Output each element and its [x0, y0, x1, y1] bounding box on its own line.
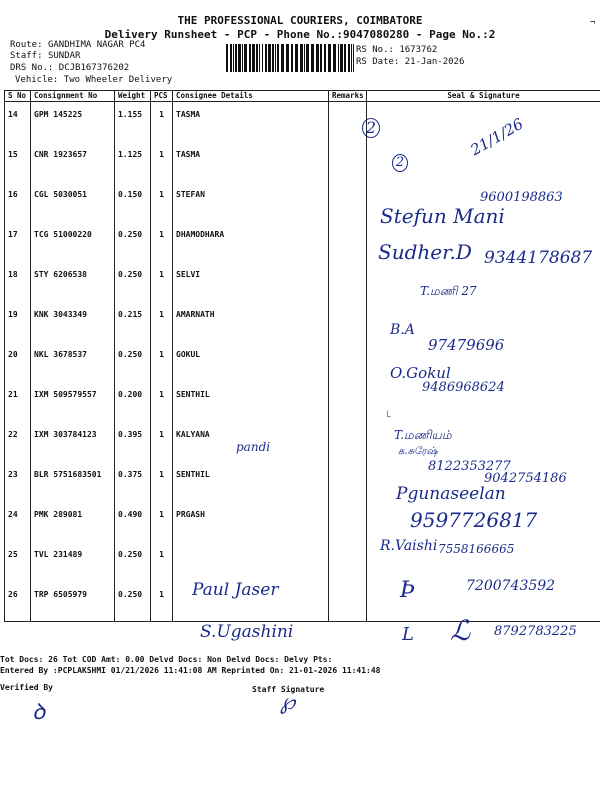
barcode-bar [233, 44, 234, 72]
barcode-bar [249, 44, 251, 72]
hw-phone-24: 9597726817 [410, 508, 538, 532]
row-consignee: AMARNATH [173, 302, 329, 342]
barcode-bar [265, 44, 267, 72]
barcode-bar [262, 44, 263, 72]
row-weight: 0.250 [115, 222, 151, 262]
row-consignment: STY 6206538 [31, 262, 115, 302]
row-consignee: TASMA [173, 102, 329, 142]
hw-phone-24b: 7558166665 [438, 542, 515, 556]
row-sno: 24 [5, 502, 31, 542]
totals-line: Tot Docs: 26 Tot COD Amt: 0.00 Delvd Docs: Non Delvd Docs: Delvy Pts: [0, 655, 333, 664]
table-row [5, 382, 600, 422]
barcode-bar [353, 44, 354, 72]
col-consignee: Consignee Details [173, 91, 329, 102]
hw-phone-22: 8122353277 [428, 459, 511, 474]
row-consignee: TASMA [173, 142, 329, 182]
row-remarks [329, 542, 367, 582]
barcode-bar [281, 44, 284, 72]
hw-sig-18: T.மணி 27 [420, 284, 477, 298]
row-pcs: 1 [151, 302, 173, 342]
row-consignment: TRP 6505979 [31, 582, 115, 622]
staff-line [10, 51, 80, 61]
row-sno: 22 [5, 422, 31, 462]
table-row [5, 422, 600, 462]
barcode-bar [259, 44, 260, 72]
hw-sig-23: Pgunaseelan [396, 484, 506, 504]
col-weight: Weight [115, 91, 151, 102]
table-row [5, 142, 600, 182]
row-consignee: KALYANA [173, 422, 329, 462]
row-consignment: CNR 1923657 [31, 142, 115, 182]
row-pcs: 1 [151, 422, 173, 462]
hw-phone-23: 9042754186 [484, 471, 567, 486]
row-consignment: NKL 3678537 [31, 342, 115, 382]
row-sno: 16 [5, 182, 31, 222]
row-sno: 25 [5, 542, 31, 582]
row-weight: 0.250 [115, 582, 151, 622]
col-signature: Seal & Signature [367, 91, 600, 102]
company-title: THE PROFESSIONAL COURIERS, COIMBATORE [177, 14, 423, 27]
barcode-bar [311, 44, 314, 72]
row-sno: 21 [5, 382, 31, 422]
rs-date: RS Date: 21-Jan-2026 [356, 57, 465, 67]
row-pcs: 1 [151, 582, 173, 622]
row-remarks [329, 502, 367, 542]
hw-sig-16: Stefun Mani [380, 204, 505, 228]
table-row [5, 302, 600, 342]
barcode-icon [226, 44, 354, 72]
row-consignment: CGL 5030051 [31, 182, 115, 222]
row-consignee: SENTHIL [173, 382, 329, 422]
row-sno: 15 [5, 142, 31, 182]
hw-initial-26-icon: ℒ [450, 614, 471, 647]
barcode-bar [338, 44, 339, 72]
row-weight: 0.375 [115, 462, 151, 502]
row-remarks [329, 422, 367, 462]
row-sno: 26 [5, 582, 31, 622]
vehicle-label: Vehicle: [15, 75, 59, 85]
row-weight: 0.395 [115, 422, 151, 462]
row-weight: 0.490 [115, 502, 151, 542]
hw-phone-25: 7200743592 [466, 578, 556, 594]
row-consignee: SELVI [173, 262, 329, 302]
hw-mark-1: 2 [362, 118, 380, 138]
barcode-bar [344, 44, 346, 72]
barcode-bar [256, 44, 258, 72]
hw-date: 21/1/26 [467, 114, 527, 160]
hw-sig-22b: க.சுரேஷ் [398, 446, 438, 457]
hw-phone-20: 9486968624 [422, 380, 505, 395]
hw-mark-2: 2 [392, 154, 408, 172]
pencil-mark: L [386, 410, 392, 420]
barcode-bar [226, 44, 228, 72]
hw-phone-16: 9600198863 [480, 190, 563, 205]
table-header-row [5, 91, 600, 102]
corner-mark-icon: ¬ [590, 18, 596, 28]
row-pcs: 1 [151, 382, 173, 422]
hw-remark-22: pandi [236, 440, 271, 454]
row-pcs: 1 [151, 342, 173, 382]
row-weight: 0.215 [115, 302, 151, 342]
barcode-bar [306, 44, 309, 72]
barcode-bar [268, 44, 271, 72]
vehicle-line [15, 75, 172, 85]
barcode-bar [230, 44, 232, 72]
col-remarks: Remarks [329, 91, 367, 102]
row-consignment: BLR 5751683501 [31, 462, 115, 502]
barcode-bar [272, 44, 274, 72]
row-remarks [329, 142, 367, 182]
staff-signature-label: Staff Signature [252, 685, 325, 694]
row-consignment: IXM 303784123 [31, 422, 115, 462]
row-consignment: TVL 231489 [31, 542, 115, 582]
hw-sig-17: Sudher.D [378, 240, 472, 264]
barcode-bar [328, 44, 331, 72]
row-pcs: 1 [151, 462, 173, 502]
row-weight: 0.250 [115, 262, 151, 302]
barcode-bar [324, 44, 326, 72]
hw-initial-25-icon: Þ [400, 578, 415, 603]
barcode-bar [291, 44, 293, 72]
table-row [5, 342, 600, 382]
row-remarks [329, 302, 367, 342]
vehicle-value: Two Wheeler Delivery [63, 75, 173, 85]
row-consignee: STEFAN [173, 182, 329, 222]
barcode-bar [244, 44, 247, 72]
row-pcs: 1 [151, 222, 173, 262]
row-sno: 18 [5, 262, 31, 302]
barcode-bar [340, 44, 343, 72]
row-sno: 17 [5, 222, 31, 262]
row-weight: 0.250 [115, 542, 151, 582]
drs-value: DCJB167376202 [58, 63, 130, 73]
row-pcs: 1 [151, 182, 173, 222]
row-pcs: 1 [151, 102, 173, 142]
verified-signature-icon: ꝺ [32, 700, 46, 725]
row-remarks [329, 342, 367, 382]
row-pcs: 1 [151, 262, 173, 302]
row-pcs: 1 [151, 502, 173, 542]
row-remarks [329, 462, 367, 502]
col-sno: S No [5, 91, 31, 102]
barcode-bar [300, 44, 303, 72]
hw-name-25: Paul Jaser [192, 580, 279, 600]
row-sno: 20 [5, 342, 31, 382]
row-pcs: 1 [151, 542, 173, 582]
col-consignment: Consignment No [31, 91, 115, 102]
barcode-bar [275, 44, 276, 72]
rs-number: RS No.: 1673762 [356, 45, 438, 55]
barcode-bar [242, 44, 243, 72]
barcode-bar [235, 44, 237, 72]
row-sno: 14 [5, 102, 31, 142]
row-weight: 1.125 [115, 142, 151, 182]
barcode-bar [333, 44, 336, 72]
route-line [10, 40, 145, 50]
row-sno: 19 [5, 302, 31, 342]
route-value: GANDHIMA NAGAR PC4 [47, 40, 146, 50]
barcode-bar [277, 44, 279, 72]
barcode-bar [351, 44, 352, 72]
barcode-bar [238, 44, 241, 72]
runsheet-title: Delivery Runsheet - PCP - Phone No.:9047080280 - Page No.:2 [104, 28, 496, 41]
row-remarks [329, 262, 367, 302]
row-weight: 1.155 [115, 102, 151, 142]
col-pcs: PCS [151, 91, 173, 102]
row-pcs: 1 [151, 142, 173, 182]
row-consignee [173, 542, 329, 582]
row-consignment: PMK 289081 [31, 502, 115, 542]
verified-label: Verified By [0, 683, 53, 692]
route-label: Route: [10, 40, 43, 50]
barcode-bar [316, 44, 319, 72]
hw-sig-24: R.Vaishi [380, 538, 438, 554]
row-weight: 0.200 [115, 382, 151, 422]
hw-name-26: S.Ugashini [200, 622, 294, 642]
row-consignment: IXM 509579557 [31, 382, 115, 422]
drs-line [10, 63, 129, 73]
row-consignee: GOKUL [173, 342, 329, 382]
hw-phone-26: 8792783225 [494, 624, 577, 639]
hw-tick-icon: L [402, 624, 414, 645]
row-consignee: PRGASH [173, 502, 329, 542]
row-weight: 0.150 [115, 182, 151, 222]
hw-sig-20: O.Gokul [390, 364, 451, 382]
hw-phone-17: 9344178687 [484, 248, 593, 268]
row-remarks [329, 582, 367, 622]
barcode-bar [320, 44, 322, 72]
barcode-bar [295, 44, 298, 72]
barcode-bar [252, 44, 255, 72]
row-remarks [329, 182, 367, 222]
row-remarks [329, 382, 367, 422]
barcode-bar [304, 44, 305, 72]
staff-signature-icon: ℘ [280, 690, 296, 715]
staff-label: Staff: [10, 51, 43, 61]
barcode-bar [348, 44, 350, 72]
row-consignment: KNK 3043349 [31, 302, 115, 342]
staff-value: SUNDAR [47, 51, 81, 61]
row-remarks [329, 102, 367, 142]
entered-line: Entered By :PCPLAKSHMI 01/21/2026 11:41:08 AM Reprinted On: 21-01-2026 11:41:48 [0, 666, 381, 675]
hw-sig-22a: T.மணியம் [394, 428, 452, 442]
row-consignment: GPM 145225 [31, 102, 115, 142]
row-consignment: TCG 51000220 [31, 222, 115, 262]
drs-label: DRS No.: [10, 63, 54, 73]
row-remarks [329, 222, 367, 262]
hw-sig-19: B.A [390, 322, 415, 338]
barcode-bar [286, 44, 289, 72]
row-sno: 23 [5, 462, 31, 502]
row-consignee: SENTHIL [173, 462, 329, 502]
row-weight: 0.250 [115, 342, 151, 382]
hw-phone-19: 97479696 [428, 336, 505, 354]
row-consignee: DHAMODHARA [173, 222, 329, 262]
